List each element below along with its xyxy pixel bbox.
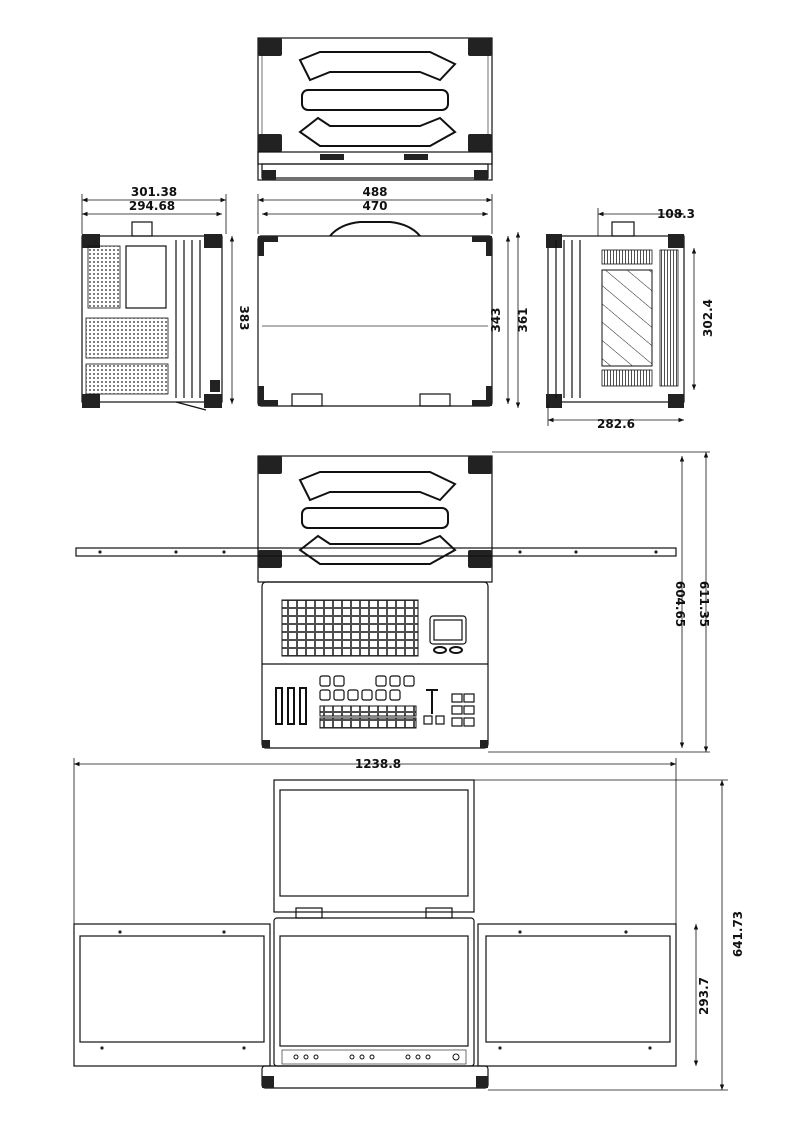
dim-front-outer-width: 488 [362,185,388,199]
side-view-right [546,222,684,408]
carry-handle-top [330,222,420,236]
dim-front-inner-width: 470 [362,199,388,213]
handle-outline-upper [300,52,455,80]
keyboard-grid [282,600,418,656]
dim-front-outer-height: 361 [516,307,530,333]
side-rail [76,548,676,556]
hatched-panel [602,270,652,366]
dim-side-outer-width: 301.38 [130,185,178,199]
handle-outline-lower [300,118,455,146]
dim-side-inner-width: 294.68 [128,199,176,213]
corner-bumper-icon [258,38,492,152]
fader-array [276,688,306,724]
dim-screens-total-width: 1238.8 [354,757,402,771]
dim-right-bottom: 282.6 [597,417,635,431]
switcher-buttons [320,676,474,728]
side-view-left [82,222,222,410]
dim-front-inner-height: 343 [489,307,503,333]
dim-console-outer-height: 611.35 [697,580,711,628]
dim-screens-total-height: 641.73 [731,910,745,958]
dim-right-top: 108.3 [657,207,695,221]
handle-stub [132,222,152,236]
dimension-labels [129,185,745,1015]
top-view [258,38,492,180]
console-view-open [76,456,676,748]
dim-screens-panel-height: 293.7 [697,977,711,1015]
dim-side-height: 383 [237,305,251,331]
dim-right-height: 302.4 [701,299,715,337]
screens-view-open [74,780,676,1088]
screen-control-buttons [294,1054,459,1060]
vent-grid [88,246,120,308]
carry-handle [302,90,448,110]
front-view-closed [258,222,492,406]
dim-console-inner-height: 604.65 [673,580,687,628]
